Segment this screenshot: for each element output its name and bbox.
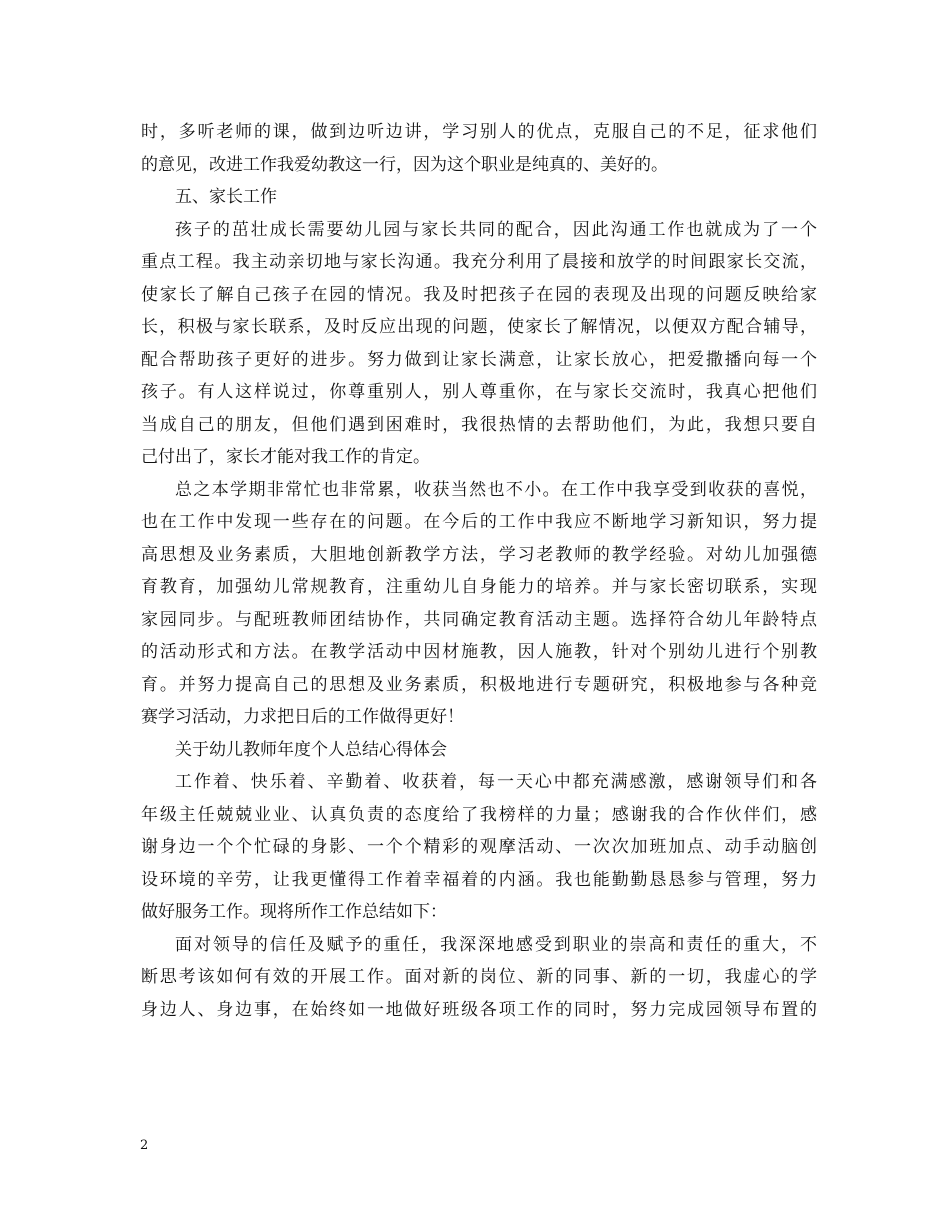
text-line: 谢身边一个个忙碌的身影、一个个精彩的观摩活动、一次次加班加点、动手动脑创 [141, 837, 817, 857]
text-line: 工作着、快乐着、辛勤着、收获着，每一天心中都充满感激，感谢领导们和各 [175, 772, 817, 792]
text-line: 孩子的茁壮成长需要幼儿园与家长共同的配合，因此沟通工作也就成为了一个 [175, 219, 817, 240]
text-line: 当成自己的朋友，但他们遇到困难时，我很热情的去帮助他们，为此，我想只要自 [141, 414, 817, 435]
page-number: 2 [140, 1138, 149, 1153]
text-line: 育。并努力提高自己的思想及业务素质，积极地进行专题研究，积极地参与各种竞 [141, 674, 817, 695]
text-line: 配合帮助孩子更好的进步。努力做到让家长满意，让家长放心，把爱撒播向每一个 [141, 349, 817, 370]
text-line: 的活动形式和方法。在教学活动中因材施教，因人施教，针对个别幼儿进行个别教 [141, 642, 817, 662]
text-line: 赛学习活动，力求把日后的工作做得更好！ [141, 707, 464, 727]
text-line: 使家长了解自己孩子在园的情况。我及时把孩子在园的表现及出现的问题反映给家 [141, 284, 817, 305]
text-line: 长，积极与家长联系，及时反应出现的问题，使家长了解情况，以便双方配合辅导， [141, 317, 817, 337]
article-title: 关于幼儿教师年度个人总结心得体会 [175, 739, 447, 760]
text-line: 的意见，改进工作我爱幼教这一行，因为这个职业是纯真的、美好的。 [141, 154, 668, 175]
text-line: 面对领导的信任及赋予的重任，我深深地感受到职业的崇高和责任的重大，不 [175, 934, 817, 955]
text-line: 孩子。有人这样说过，你尊重别人，别人尊重你，在与家长交流时，我真心把他们 [141, 382, 817, 402]
body-text [141, 116, 817, 1026]
text-line: 育教育，加强幼儿常规教育，注重幼儿自身能力的培养。并与家长密切联系，实现 [141, 577, 817, 597]
text-line: 做好服务工作。现将所作工作总结如下： [141, 902, 447, 922]
text-line: 己付出了，家长才能对我工作的肯定。 [141, 447, 430, 467]
text-line: 身边人、身边事，在始终如一地做好班级各项工作的同时，努力完成园领导布置的 [141, 999, 817, 1020]
text-line: 高思想及业务素质，大胆地创新教学方法，学习老教师的教学经验。对幼儿加强德 [141, 544, 817, 565]
text-line: 也在工作中发现一些存在的问题。在今后的工作中我应不断地学习新知识，努力提 [141, 512, 817, 532]
text-line: 断思考该如何有效的开展工作。面对新的岗位、新的同事、新的一切，我虚心的学 [141, 967, 817, 987]
text-line: 总之本学期非常忙也非常累，收获当然也不小。在工作中我享受到收获的喜悦， [175, 479, 817, 500]
text-line: 年级主任兢兢业业、认真负责的态度给了我榜样的力量；感谢我的合作伙伴们，感 [141, 804, 817, 825]
text-line: 重点工程。我主动亲切地与家长沟通。我充分利用了晨接和放学的时间跟家长交流， [141, 252, 817, 272]
text-line: 家园同步。与配班教师团结协作，共同确定教育活动主题。选择符合幼儿年龄特点 [141, 609, 817, 630]
section-heading: 五、家长工作 [175, 187, 277, 207]
text-line: 时，多听老师的课，做到边听边讲，学习别人的优点，克服自己的不足，征求他们 [141, 122, 817, 142]
text-line: 设环境的辛劳，让我更懂得工作着幸福着的内涵。我也能勤勤恳恳参与管理，努力 [141, 869, 817, 890]
